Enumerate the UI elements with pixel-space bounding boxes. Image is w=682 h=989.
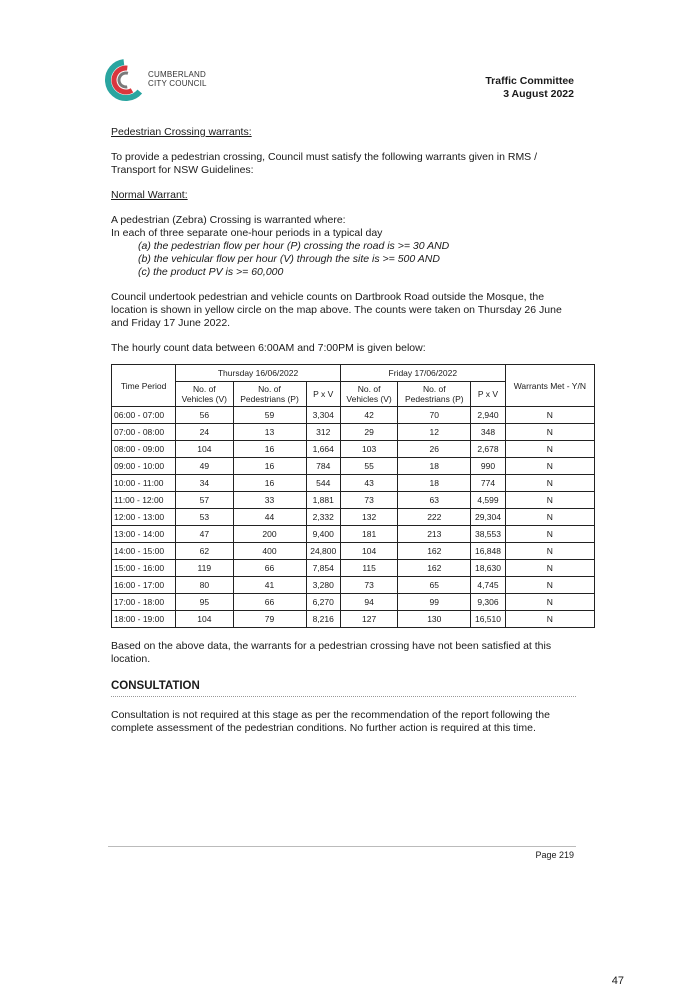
criterion-c: (c) the product PV is >= 60,000: [138, 266, 284, 278]
col-group-thursday: Thursday 16/06/2022: [176, 365, 341, 382]
council-logo-icon: [104, 58, 148, 102]
col-thu-pedestrians: No. of Pedestrians (P): [233, 382, 306, 407]
logo-line-2: CITY COUNCIL: [148, 79, 207, 88]
counts-paragraph: Council undertook pedestrian and vehicle counts on Dartbrook Road outside the Mosque, the location is shown in yellow circle on the map above. The counts were taken on Thursday 26 June and Friday 17 June 2022.: [111, 291, 562, 329]
warrant-line-1: A pedestrian (Zebra) Crossing is warranted where:: [111, 214, 346, 226]
meeting-date: 3 August 2022: [503, 88, 574, 100]
table-row: 17:00 - 18:00 95 66 6,270 94 99 9,306 N: [112, 594, 595, 611]
col-fri-pxv: P x V: [471, 382, 505, 407]
logo-line-1: CUMBERLAND: [148, 70, 207, 79]
table-row: 18:00 - 19:00 104 79 8,216 127 130 16,510 N: [112, 611, 595, 628]
council-logo-text: [148, 70, 207, 88]
report-body: [111, 126, 586, 735]
col-warrants-met: Warrants Met - Y/N: [505, 365, 594, 407]
table-row: 13:00 - 14:00 47 200 9,400 181 213 38,553 N: [112, 526, 595, 543]
heading-normal-warrant: Normal Warrant:: [111, 189, 188, 201]
table-row: 15:00 - 16:00 119 66 7,854 115 162 18,630 N: [112, 560, 595, 577]
table-row: 10:00 - 11:00 34 16 544 43 18 774 N: [112, 475, 595, 492]
col-thu-vehicles: No. of Vehicles (V): [176, 382, 233, 407]
header-meta: [485, 75, 574, 101]
col-group-friday: Friday 17/06/2022: [340, 365, 505, 382]
table-row: 06:00 - 07:00 56 59 3,304 42 70 2,940 N: [112, 407, 595, 424]
page-number: 47: [611, 975, 624, 987]
warrant-line-2: In each of three separate one-hour periods in a typical day: [111, 227, 383, 239]
footer-divider: [108, 846, 576, 847]
table-row: 14:00 - 15:00 62 400 24,800 104 162 16,848 N: [112, 543, 595, 560]
committee-name: Traffic Committee: [485, 75, 574, 87]
table-row: 07:00 - 08:00 24 13 312 29 12 348 N: [112, 424, 595, 441]
consultation-heading: CONSULTATION: [111, 680, 576, 697]
hourly-intro: The hourly count data between 6:00AM and 7:00PM is given below:: [111, 342, 426, 354]
table-row: 16:00 - 17:00 80 41 3,280 73 65 4,745 N: [112, 577, 595, 594]
col-fri-pedestrians: No. of Pedestrians (P): [398, 382, 471, 407]
table-row: 12:00 - 13:00 53 44 2,332 132 222 29,304 N: [112, 509, 595, 526]
table-row: 09:00 - 10:00 49 16 784 55 18 990 N: [112, 458, 595, 475]
table-body: [112, 407, 595, 628]
table-row: 08:00 - 09:00 104 16 1,664 103 26 2,678 N: [112, 441, 595, 458]
page-reference: Page 219: [535, 850, 574, 860]
conclusion-paragraph: Based on the above data, the warrants for a pedestrian crossing have not been satisfied at this location.: [111, 640, 552, 665]
col-thu-pxv: P x V: [306, 382, 340, 407]
col-time-period: Time Period: [112, 365, 176, 407]
intro-paragraph: To provide a pedestrian crossing, Council must satisfy the following warrants given in RMS / Transport for NSW Guidelines:: [111, 151, 538, 176]
criterion-a: (a) the pedestrian flow per hour (P) crossing the road is >= 30 AND: [138, 240, 450, 252]
col-fri-vehicles: No. of Vehicles (V): [340, 382, 397, 407]
heading-pedestrian-warrants: Pedestrian Crossing warrants:: [111, 126, 252, 138]
table-row: 11:00 - 12:00 57 33 1,881 73 63 4,599 N: [112, 492, 595, 509]
criterion-b: (b) the vehicular flow per hour (V) through the site is >= 500 AND: [138, 253, 440, 265]
consultation-paragraph: Consultation is not required at this stage as per the recommendation of the report following the complete assessment of the pedestrian conditions. No further action is required at this time.: [111, 709, 550, 734]
hourly-count-table: [111, 364, 595, 628]
